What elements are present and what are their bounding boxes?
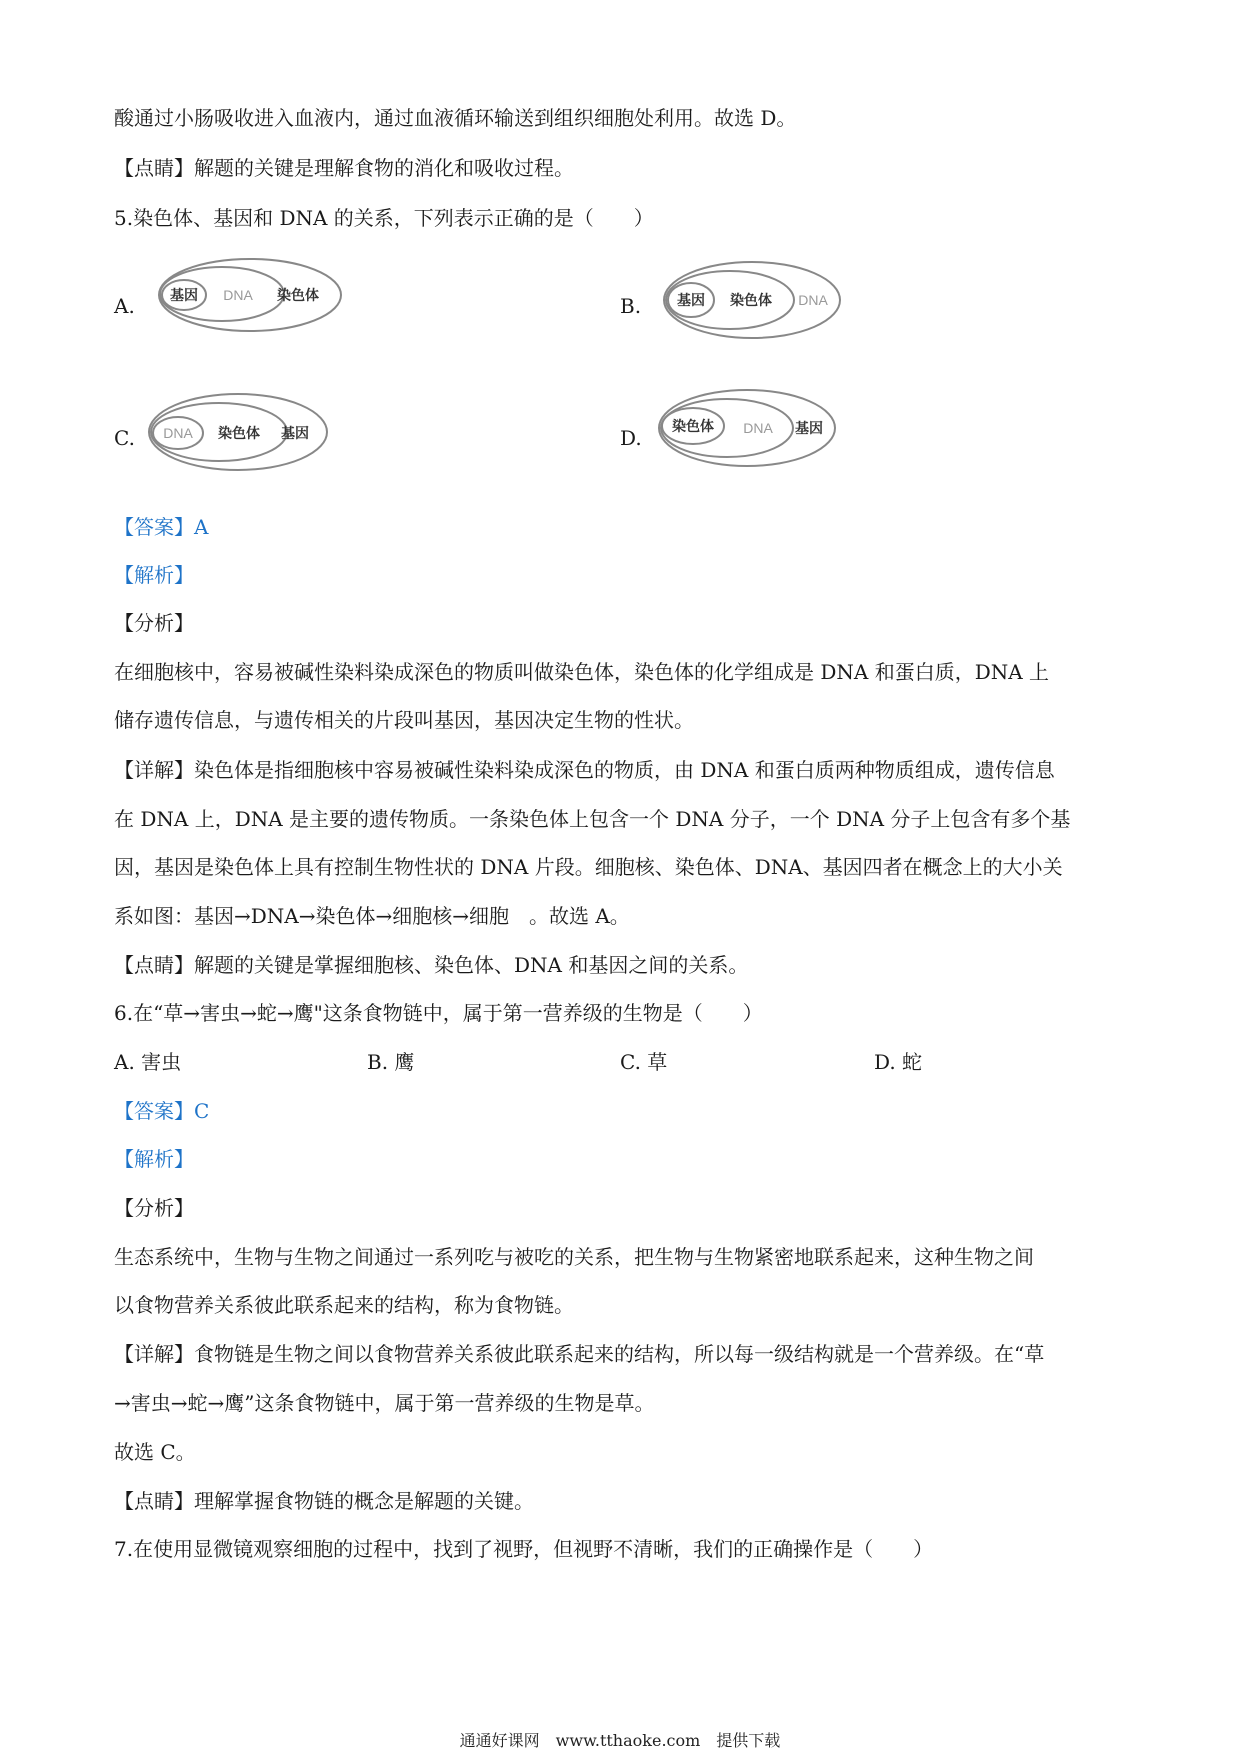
detail-text-5c: 因，基因是染色体上具有控制生物性状的 DNA 片段。细胞核、染色体、DNA、基因四者在概念上的大小关 xyxy=(114,855,1063,879)
option-6d: D. 蛇 xyxy=(874,1050,923,1074)
detail-text-5d: 系如图：基因→DNA→染色体→细胞核→细胞 。故选 A。 xyxy=(114,904,630,928)
text-line: 酸通过小肠吸收进入血液内，通过血液循环输送到组织细胞处利用。故选 D。 xyxy=(114,106,797,130)
venn-outer-label: 基因 xyxy=(281,425,309,441)
option-a-label: A. xyxy=(114,294,135,318)
option-6c: C. 草 xyxy=(620,1050,668,1074)
analysis-text-5b: 储存遗传信息，与遗传相关的片段叫基因，基因决定生物的性状。 xyxy=(114,708,694,732)
venn-inner-label: 基因 xyxy=(170,287,198,303)
venn-middle-label: 染色体 xyxy=(730,292,772,308)
detail-text-6b: →害虫→蛇→鹰”这条食物链中，属于第一营养级的生物是草。 xyxy=(114,1391,655,1415)
option-c-venn-diagram xyxy=(145,390,330,474)
venn-outer-label: 染色体 xyxy=(277,287,319,303)
venn-middle-label: DNA xyxy=(743,420,773,436)
tip-line: 【点睛】解题的关键是理解食物的消化和吸收过程。 xyxy=(114,156,574,180)
explanation-heading-6: 【解析】 xyxy=(114,1147,194,1171)
venn-inner-label: DNA xyxy=(163,425,193,441)
explanation-heading-5: 【解析】 xyxy=(114,563,194,587)
detail-text-5b: 在 DNA 上，DNA 是主要的遗传物质。一条染色体上包含一个 DNA 分子，一个 DNA 分子上包含有多个基 xyxy=(114,807,1071,831)
detail-text-6a: 【详解】食物链是生物之间以食物营养关系彼此联系起来的结构，所以每一级结构就是一个营养级。在“草 xyxy=(114,1342,1045,1366)
option-a-venn-diagram xyxy=(155,255,345,335)
venn-outer-label: DNA xyxy=(798,292,828,308)
analysis-heading-5: 【分析】 xyxy=(114,611,194,635)
detail-text-6c: 故选 C。 xyxy=(114,1440,196,1464)
venn-middle-label: 染色体 xyxy=(218,425,260,441)
option-b-label: B. xyxy=(620,294,642,318)
option-c-label: C. xyxy=(114,426,135,450)
venn-middle-label: DNA xyxy=(223,287,253,303)
venn-outer-label: 基因 xyxy=(795,420,823,436)
venn-inner-label: 染色体 xyxy=(672,418,714,434)
venn-inner-label: 基因 xyxy=(677,292,705,308)
question-7: 7.在使用显微镜观察细胞的过程中，找到了视野，但视野不清晰，我们的正确操作是（ ） xyxy=(114,1537,934,1561)
analysis-heading-6: 【分析】 xyxy=(114,1196,194,1220)
option-d-venn-diagram xyxy=(655,386,840,470)
analysis-text-5a: 在细胞核中，容易被碱性染料染成深色的物质叫做染色体，染色体的化学组成是 DNA 和蛋白质，DNA 上 xyxy=(114,660,1050,684)
analysis-text-6a: 生态系统中，生物与生物之间通过一系列吃与被吃的关系，把生物与生物紧密地联系起来，这种生物之间 xyxy=(114,1245,1034,1269)
option-d-label: D. xyxy=(620,426,642,450)
tip-line-6: 【点睛】理解掌握食物链的概念是解题的关键。 xyxy=(114,1489,534,1513)
tip-line-5: 【点睛】解题的关键是掌握细胞核、染色体、DNA 和基因之间的关系。 xyxy=(114,953,749,977)
option-b-venn-diagram xyxy=(660,258,845,342)
answer-6: 【答案】C xyxy=(114,1099,210,1123)
option-6a: A. 害虫 xyxy=(114,1050,182,1074)
detail-text-5a: 【详解】染色体是指细胞核中容易被碱性染料染成深色的物质，由 DNA 和蛋白质两种物质组成，遗传信息 xyxy=(114,758,1055,782)
question-6: 6.在“草→害虫→蛇→鹰"这条食物链中，属于第一营养级的生物是（ ） xyxy=(114,1001,763,1025)
question-5: 5.染色体、基因和 DNA 的关系，下列表示正确的是（ ） xyxy=(114,206,654,230)
answer-5: 【答案】A xyxy=(114,515,209,539)
option-6b: B. 鹰 xyxy=(367,1050,415,1074)
page-footer: 通通好课网 www.tthaoke.com 提供下载 xyxy=(459,1731,781,1750)
analysis-text-6b: 以食物营养关系彼此联系起来的结构，称为食物链。 xyxy=(114,1293,574,1317)
